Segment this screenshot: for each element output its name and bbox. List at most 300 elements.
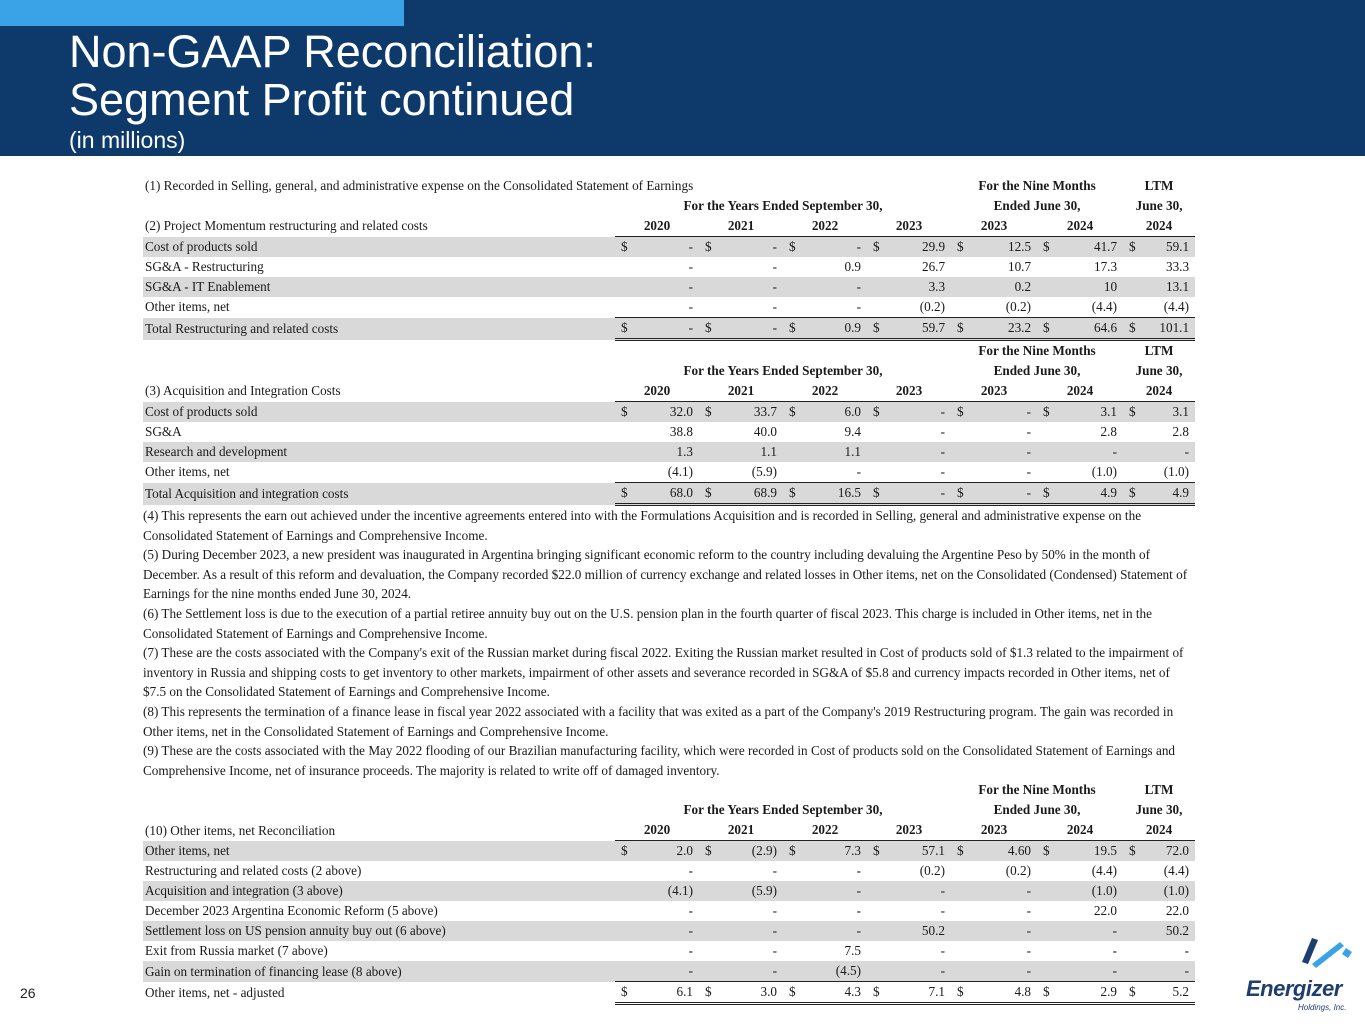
table-cell (951, 881, 1037, 901)
cell-value: 7.1 (928, 984, 945, 1000)
currency-symbol: $ (873, 239, 880, 254)
cell-value: 23.2 (1007, 320, 1032, 335)
table-header-row (143, 216, 1195, 237)
cell-value: - (856, 299, 861, 314)
col-header: 2021 (699, 381, 783, 402)
table-cell (1037, 422, 1123, 442)
table-cell (615, 921, 699, 941)
table-cell (615, 841, 699, 862)
table-cell (1037, 841, 1123, 862)
currency-symbol: $ (705, 404, 712, 419)
cell-value: - (772, 923, 777, 939)
row-label: December 2023 Argentina Economic Reform (5 above) (145, 903, 438, 919)
table-header-row (143, 381, 1195, 402)
table-row (143, 422, 1195, 442)
table-cell (951, 921, 1037, 941)
col-header: 2020 (615, 216, 699, 237)
currency-symbol: $ (1129, 984, 1136, 1000)
table-cell (615, 297, 699, 318)
table-cell (867, 961, 951, 982)
table-cell (951, 982, 1037, 1004)
col-header: 2020 (615, 381, 699, 402)
table-cell (951, 297, 1037, 318)
col-header: 2021 (699, 820, 783, 841)
table-header-row (143, 196, 1195, 216)
col-header: 2024 (1037, 381, 1123, 402)
cell-value: - (856, 279, 861, 294)
table-cell (615, 402, 699, 423)
table-cell (867, 402, 951, 423)
cell-value: 0.9 (844, 259, 861, 274)
currency-symbol: $ (1043, 984, 1050, 1000)
table-cell (783, 422, 867, 442)
table-cell (783, 921, 867, 941)
table-cell (867, 921, 951, 941)
currency-symbol: $ (1043, 320, 1050, 335)
currency-symbol: $ (1043, 239, 1050, 254)
cell-value: - (856, 903, 861, 919)
table-cell (699, 277, 783, 297)
page-number: 26 (20, 985, 36, 1001)
cell-value: - (688, 923, 693, 939)
cell-value: 3.3 (928, 279, 946, 294)
currency-symbol: $ (957, 239, 964, 254)
table-cell (867, 318, 951, 340)
currency-symbol: $ (621, 239, 628, 254)
logo-subtext: Holdings, Inc. (1298, 1003, 1347, 1012)
cell-value: - (772, 903, 777, 919)
table-cell (783, 277, 867, 297)
col-header: 2024 (1037, 820, 1123, 841)
table-cell (783, 402, 867, 423)
table-cell (699, 941, 783, 961)
table-row (143, 237, 1195, 258)
cell-value: - (772, 259, 777, 274)
table-cell (699, 237, 783, 258)
cell-value: - (940, 485, 945, 500)
table-cell (699, 257, 783, 277)
cell-value: 33.7 (753, 404, 777, 419)
table-cell (1123, 901, 1195, 921)
cell-value: 4.9 (1172, 485, 1189, 500)
table-title: (3) Acquisition and Integration Costs (145, 383, 341, 399)
years-header: For the Years Ended September 30, (683, 802, 883, 818)
cell-value: 72.0 (1165, 843, 1189, 859)
cell-value: - (940, 424, 945, 439)
cell-value: - (1026, 444, 1031, 459)
cell-value: (4.4) (1163, 299, 1190, 314)
row-label: Settlement loss on US pension annuity buy out (6 above) (143, 921, 615, 941)
cell-value: - (772, 279, 777, 294)
table-cell (699, 462, 783, 483)
table-cell (867, 982, 951, 1004)
table-cell (783, 901, 867, 921)
cell-value: - (1184, 963, 1189, 979)
nine-months-header: For the Nine Months (978, 782, 1096, 798)
cell-value: 4.8 (1014, 984, 1031, 1000)
cell-value: 10.7 (1007, 259, 1032, 274)
currency-symbol: $ (705, 485, 712, 500)
currency-symbol: $ (621, 404, 628, 419)
table-cell (699, 982, 783, 1004)
table-row (143, 901, 1195, 921)
table-cell (951, 277, 1037, 297)
table-cell (1123, 941, 1195, 961)
logo-mark-icon (1246, 932, 1361, 982)
table-cell (867, 841, 951, 862)
table-cell (615, 901, 699, 921)
table-cell (615, 961, 699, 982)
table-cell (699, 961, 783, 982)
row-label: Acquisition and integration (3 above) (143, 881, 615, 901)
table-cell (1037, 982, 1123, 1004)
cell-value: (4.1) (667, 883, 693, 899)
table-cell (1123, 257, 1195, 277)
table-row (143, 297, 1195, 318)
cell-value: - (688, 259, 693, 274)
table-cell (1123, 402, 1195, 423)
table-cell (1037, 961, 1123, 982)
cell-value: (4.4) (1163, 863, 1189, 879)
cell-value: (4.4) (1091, 299, 1118, 314)
row-label: Exit from Russia market (7 above) (145, 943, 328, 959)
cell-value: - (688, 903, 693, 919)
currency-symbol: $ (1043, 843, 1050, 859)
col-header: 2024 (1123, 381, 1195, 402)
table-cell (867, 297, 951, 318)
cell-value: - (856, 883, 861, 899)
cell-value: 13.1 (1165, 279, 1190, 294)
col-header: 2024 (1123, 216, 1195, 237)
cell-value: 26.7 (921, 259, 946, 274)
table-cell (699, 483, 783, 505)
table-cell (867, 483, 951, 505)
col-header: 2023 (951, 381, 1037, 402)
cell-value: 4.60 (1007, 843, 1031, 859)
cell-value: - (1026, 485, 1031, 500)
table-cell (1123, 483, 1195, 505)
row-label: Total Restructuring and related costs (143, 318, 615, 340)
cell-value: (5.9) (751, 464, 777, 479)
row-label: Other items, net - adjusted (145, 984, 285, 1000)
table-cell (867, 881, 951, 901)
cell-value: 7.5 (844, 943, 861, 959)
ltm-subheader: June 30, (1135, 802, 1183, 818)
cell-value: - (688, 279, 693, 294)
table-cell (615, 442, 699, 462)
nine-months-subheader: Ended June 30, (993, 363, 1081, 378)
cell-value: (0.2) (919, 299, 946, 314)
currency-symbol: $ (705, 239, 712, 254)
table-cell (615, 422, 699, 442)
table-cell (951, 422, 1037, 442)
table-cell (1037, 277, 1123, 297)
cell-value: 10 (1103, 279, 1118, 294)
footnotes (143, 506, 1195, 780)
table-cell (1123, 881, 1195, 901)
row-label: Other items, net (143, 841, 615, 862)
cell-value: (5.9) (751, 883, 777, 899)
table-title: (2) Project Momentum restructuring and related costs (145, 218, 428, 234)
table-cell (1037, 297, 1123, 318)
currency-symbol: $ (705, 843, 712, 859)
cell-value: - (856, 239, 861, 254)
currency-symbol: $ (873, 485, 880, 500)
cell-value: - (772, 963, 777, 979)
table-cell (951, 442, 1037, 462)
table-cell (867, 861, 951, 881)
row-label: Research and development (143, 442, 615, 462)
currency-symbol: $ (873, 320, 880, 335)
cell-value: 41.7 (1093, 239, 1118, 254)
table-row (143, 861, 1195, 881)
cell-value: - (1026, 404, 1031, 419)
currency-symbol: $ (957, 320, 964, 335)
cell-value: - (1184, 943, 1189, 959)
cell-value: 32.0 (669, 404, 693, 419)
currency-symbol: $ (705, 320, 712, 335)
table-cell (783, 257, 867, 277)
cell-value: (4.5) (835, 963, 861, 979)
cell-value: - (1184, 444, 1189, 459)
table-row (143, 941, 1195, 961)
table-cell (951, 961, 1037, 982)
cell-value: - (772, 239, 777, 254)
col-header: 2024 (1123, 820, 1195, 841)
cell-value: - (1026, 883, 1031, 899)
table-cell (615, 237, 699, 258)
cell-value: 1.3 (676, 444, 693, 459)
table-cell (783, 861, 867, 881)
table-cell (951, 257, 1037, 277)
cell-value: 68.9 (753, 485, 777, 500)
cell-value: (1.0) (1163, 883, 1189, 899)
table-row (143, 442, 1195, 462)
table-row (143, 277, 1195, 297)
currency-symbol: $ (789, 843, 796, 859)
cell-value: 6.1 (676, 984, 693, 1000)
col-header: 2022 (783, 820, 867, 841)
currency-symbol: $ (789, 239, 796, 254)
table-cell (1037, 442, 1123, 462)
cell-value: 7.3 (844, 843, 861, 859)
cell-value: - (940, 883, 945, 899)
table-cell (867, 237, 951, 258)
cell-value: - (688, 239, 693, 254)
cell-value: - (940, 464, 945, 479)
table-cell (615, 277, 699, 297)
cell-value: 3.1 (1100, 404, 1117, 419)
currency-symbol: $ (789, 984, 796, 1000)
cell-value: 17.3 (1093, 259, 1118, 274)
cell-value: 57.1 (921, 843, 945, 859)
table-cell (951, 402, 1037, 423)
table-cell (783, 961, 867, 982)
table-row (143, 961, 1195, 982)
cell-value: 4.3 (844, 984, 861, 1000)
table-row (143, 921, 1195, 941)
table-cell (1037, 462, 1123, 483)
currency-symbol: $ (957, 984, 964, 1000)
table-cell (783, 841, 867, 862)
cell-value: - (940, 943, 945, 959)
table-cell (867, 901, 951, 921)
currency-symbol: $ (621, 843, 628, 859)
cell-value: 68.0 (669, 485, 693, 500)
currency-symbol: $ (957, 843, 964, 859)
cell-value: - (940, 404, 945, 419)
cell-value: - (1026, 424, 1031, 439)
cell-value: - (1112, 444, 1117, 459)
table-cell (1037, 483, 1123, 505)
currency-symbol: $ (705, 984, 712, 1000)
cell-value: 59.7 (921, 320, 946, 335)
table-row (143, 318, 1195, 340)
cell-value: 1.1 (844, 444, 861, 459)
cell-value: - (1112, 923, 1117, 939)
table-title: (10) Other items, net Reconciliation (145, 822, 336, 838)
table-cell (615, 861, 699, 881)
currency-symbol: $ (621, 485, 628, 500)
cell-value: 2.0 (676, 843, 693, 859)
table-row (143, 462, 1195, 483)
cell-value: - (1026, 923, 1031, 939)
table-cell (867, 941, 951, 961)
table-cell (699, 901, 783, 921)
title-line-2: Segment Profit continued (69, 74, 575, 125)
table-cell (951, 237, 1037, 258)
table-cell (1123, 861, 1195, 881)
cell-value: - (1112, 943, 1117, 959)
table-cell (1037, 921, 1123, 941)
cell-value: 3.0 (760, 984, 777, 1000)
table-row (143, 483, 1195, 505)
table-header-row (143, 361, 1195, 381)
col-header: 2023 (867, 820, 951, 841)
table-cell (951, 318, 1037, 340)
cell-value: 5.2 (1172, 984, 1189, 1000)
col-header: 2023 (951, 820, 1037, 841)
table-cell (1123, 841, 1195, 862)
table-cell (783, 483, 867, 505)
table-cell (615, 982, 699, 1004)
cell-value: 16.5 (837, 485, 861, 500)
table-cell (1037, 318, 1123, 340)
table-cell (699, 422, 783, 442)
top-bar (404, 0, 1365, 26)
cell-value: - (688, 943, 693, 959)
years-header: For the Years Ended September 30, (683, 198, 883, 213)
cell-value: 64.6 (1093, 320, 1118, 335)
table-cell (1123, 462, 1195, 483)
table-cell (699, 861, 783, 881)
cell-value: - (772, 943, 777, 959)
col-header: 2022 (783, 381, 867, 402)
table-cell (867, 442, 951, 462)
cell-value: (0.2) (1005, 299, 1032, 314)
table-cell (951, 861, 1037, 881)
nine-months-subheader: Ended June 30, (993, 198, 1081, 213)
table-row (143, 402, 1195, 423)
cell-value: 0.2 (1014, 279, 1032, 294)
table-header-row (143, 780, 1195, 800)
cell-value: - (1026, 464, 1031, 479)
table-cell (1037, 941, 1123, 961)
table-header-row (143, 800, 1195, 820)
page-subtitle: (in millions) (69, 127, 186, 153)
table-cell (1123, 297, 1195, 318)
row-label: SG&A - Restructuring (145, 259, 264, 274)
table-cell (1123, 442, 1195, 462)
col-header: 2022 (783, 216, 867, 237)
table-header-row (143, 341, 1195, 361)
table-row (143, 881, 1195, 901)
table-cell (783, 318, 867, 340)
other-items-table (143, 780, 1195, 1005)
cell-value: 4.9 (1100, 485, 1117, 500)
cell-value: (1.0) (1091, 464, 1117, 479)
table-cell (783, 982, 867, 1004)
cell-value: - (1026, 943, 1031, 959)
footnote-9: (9) These are the costs associated with the May 2022 flooding of our Brazilian manufacturing facility, which were recorded in Cost of products sold on the Consolidated Statement of Earnings and Comprehensive Income, net of insurance proceeds. The majority is related to write off of damaged inventory. (143, 743, 1176, 778)
table-cell (951, 841, 1037, 862)
currency-symbol: $ (1129, 485, 1136, 500)
currency-symbol: $ (621, 320, 628, 335)
table-cell (699, 318, 783, 340)
cell-value: (2.9) (751, 843, 777, 859)
cell-value: - (688, 299, 693, 314)
table-cell (951, 941, 1037, 961)
cell-value: 50.2 (1165, 923, 1189, 939)
nine-months-subheader: Ended June 30, (993, 802, 1081, 818)
table-cell (1123, 982, 1195, 1004)
table-cell (1123, 422, 1195, 442)
table-cell (615, 257, 699, 277)
nine-months-header: For the Nine Months (978, 178, 1096, 193)
table-cell (867, 462, 951, 483)
cell-value: - (772, 320, 777, 335)
table-cell (783, 462, 867, 483)
title-line-1: Non-GAAP Reconciliation: (69, 26, 596, 77)
currency-symbol: $ (873, 984, 880, 1000)
table-cell (783, 941, 867, 961)
currency-symbol: $ (1129, 239, 1136, 254)
row-label: Cost of products sold (143, 402, 615, 423)
table-cell (699, 402, 783, 423)
table-cell (699, 921, 783, 941)
years-header: For the Years Ended September 30, (683, 363, 883, 378)
cell-value: (4.4) (1091, 863, 1117, 879)
footnote-8: (8) This represents the termination of a finance lease in fiscal year 2022 associated with a facility that was exited as a part of the Company's 2019 Restructuring program. The gain was recorded in Other items, net in the Consolidated Statement of Earnings and Comprehensive Income. (143, 703, 1174, 739)
cell-value: - (940, 963, 945, 979)
cell-value: 3.1 (1172, 404, 1189, 419)
currency-symbol: $ (789, 320, 796, 335)
table-cell (867, 422, 951, 442)
cell-value: 29.9 (921, 239, 946, 254)
page-title (69, 28, 596, 124)
table-cell (1123, 921, 1195, 941)
row-label: Other items, net (145, 299, 230, 315)
cell-value: 59.1 (1165, 239, 1190, 254)
currency-symbol: $ (873, 404, 880, 419)
cell-value: - (688, 320, 693, 335)
col-header: 2021 (699, 216, 783, 237)
footnote-7: (7) These are the costs associated with the Company's exit of the Russian market during fiscal 2022. Exiting the Russian market resulted in Cost of products sold of $1.3 related to the impairment of inventory in Russia and shipping costs to get inventory to other markets, impairment of other assets and severance recorded in SG&A of $5.8 and currency impacts recorded in Other items, net of $7.5 on the Consolidated Statement of Earnings and Comprehensive Income. (143, 645, 1184, 700)
cell-value: - (940, 903, 945, 919)
table-cell (1037, 861, 1123, 881)
table-cell (699, 881, 783, 901)
table-cell (1123, 237, 1195, 258)
